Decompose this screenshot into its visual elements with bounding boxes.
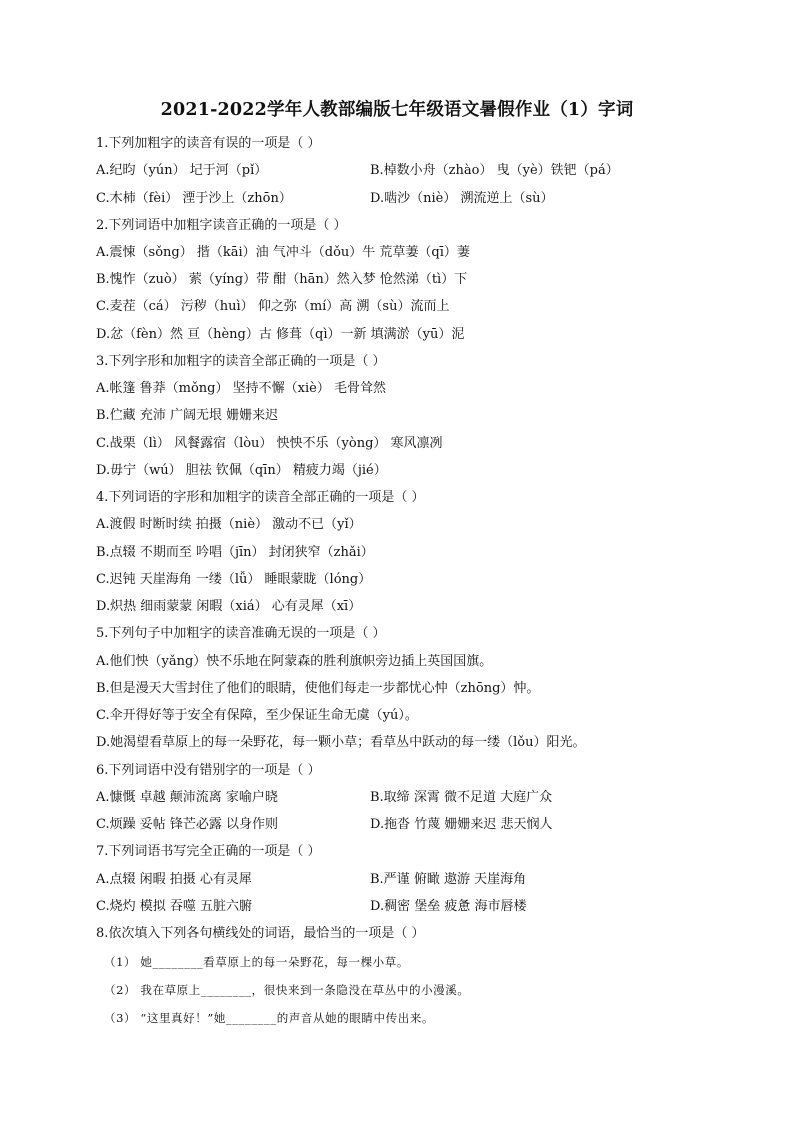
question-4-stem: 4.下列词语的字形和加粗字的读音全部正确的一项是（ ） [96, 490, 425, 505]
question-5-option-d: D.她渴望看草原上的每一朵野花，每一颗小草；看草丛中跃动的每一缕（lǒu）阳光。 [96, 735, 586, 750]
question-2-option-b: B.愧怍（zuò） 萦（yíng）带 酣（hān）然入梦 怆然涕（tì）下 [96, 272, 468, 287]
question-3-option-c: C.战栗（lì） 风餐露宿（lòu） 怏怏不乐（yòng） 寒风凛冽 [96, 436, 443, 451]
question-2-option-a: A.震悚（sǒng） 揩（kāi）油 气冲斗（dǒu）牛 荒草萋（qī）萋 [96, 245, 470, 260]
question-4-option-b: B.点辍 不期而至 吟唱（jīn） 封闭狭窄（zhǎi） [96, 545, 374, 560]
question-8-stem: 8.依次填入下列各句横线处的词语，最恰当的一项是（ ） [96, 926, 425, 941]
question-6-option-a: A.慷慨 卓越 颠沛流离 家喻户晓 [96, 790, 278, 805]
question-2-option-c: C.麦茬（cá） 污秽（huì） 仰之弥（mí）高 溯（sù）流而上 [96, 299, 450, 314]
question-3-option-d: D.毋宁（wú） 胆祛 钦佩（qīn） 精疲力竭（jié） [96, 463, 387, 478]
question-2-stem: 2.下列词语中加粗字读音正确的一项是（ ） [96, 218, 347, 233]
question-5-option-c: C.伞开得好等于安全有保障，至少保证生命无虞（yú）。 [96, 708, 418, 723]
question-1-option-c: C.木杮（fèi） 湮于沙上（zhōn） [96, 191, 292, 206]
page-title: 2021-2022学年人教部编版七年级语文暑假作业（1）字词 [160, 100, 634, 120]
question-7-option-c: C.烧灼 模拟 吞噬 五脏六腑 [96, 899, 253, 914]
question-8-sentence-3: （3） “这里真好！”她________的声音从她的眼睛中传出来。 [104, 1011, 435, 1025]
question-7-stem: 7.下列词语书写完全正确的一项是（ ） [96, 844, 321, 859]
question-1-option-a: A.纪昀（yún） 圮于河（pǐ） [96, 163, 268, 178]
question-7-option-d: D.稠密 堡垒 疲惫 海市唇楼 [370, 899, 527, 914]
question-1-stem: 1.下列加粗字的读音有误的一项是（ ） [96, 136, 321, 151]
question-5-option-a: A.他们怏（yǎng）怏不乐地在阿蒙森的胜利旗帜旁边插上英国国旗。 [96, 654, 493, 669]
question-8-sentence-1: （1） 她________看草原上的每一朵野花，每一棵小草。 [104, 955, 409, 969]
question-3-stem: 3.下列字形和加粗字的读音全部正确的一项是（ ） [96, 354, 386, 369]
question-4-option-d: D.炽热 细雨蒙蒙 闲暇（xiá） 心有灵犀（xī） [96, 599, 362, 614]
question-8-sentence-2: （2） 我在草原上________，很快来到一条隐没在草丛中的小漫溪。 [104, 983, 470, 997]
question-6-option-c: C.烦躁 妥帖 锋芒必露 以身作则 [96, 817, 279, 832]
question-6-option-d: D.拖沓 竹蔑 姗姗来迟 悲天悯人 [370, 817, 553, 832]
question-1-option-d: D.啮沙（niè） 溯流逆上（sù） [370, 191, 554, 206]
question-6-stem: 6.下列词语中没有错别字的一项是（ ） [96, 763, 321, 778]
question-7-option-a: A.点辍 闲暇 拍摄 心有灵犀 [96, 872, 252, 887]
question-6-option-b: B.取缔 深霄 微不足道 大庭广众 [370, 790, 553, 805]
question-4-option-c: C.迟钝 天崖海角 一缕（lǚ） 睡眼蒙眬（lóng） [96, 572, 372, 587]
question-3-option-b: B.伫藏 充沛 广阔无垠 姗姗来迟 [96, 408, 279, 423]
question-7-option-b: B.严谨 俯瞰 遨游 天崖海角 [370, 872, 527, 887]
question-4-option-a: A.渡假 时断时续 拍摄（niè） 激动不已（yǐ） [96, 517, 362, 532]
question-1-option-b: B.棹数小舟（zhào） 曳（yè）铁钯（pá） [370, 163, 619, 178]
question-5-stem: 5.下列句子中加粗字的读音准确无误的一项是（ ） [96, 626, 386, 641]
question-2-option-d: D.忿（fèn）然 亘（hèng）古 修葺（qì）一新 填满淤（yū）泥 [96, 327, 465, 342]
question-5-option-b: B.但是漫天大雪封住了他们的眼睛，使他们每走一步都忧心忡（zhōng）忡。 [96, 681, 540, 696]
question-3-option-a: A.帐篷 鲁莽（mǒng） 坚持不懈（xiè） 毛骨耸然 [96, 381, 386, 396]
